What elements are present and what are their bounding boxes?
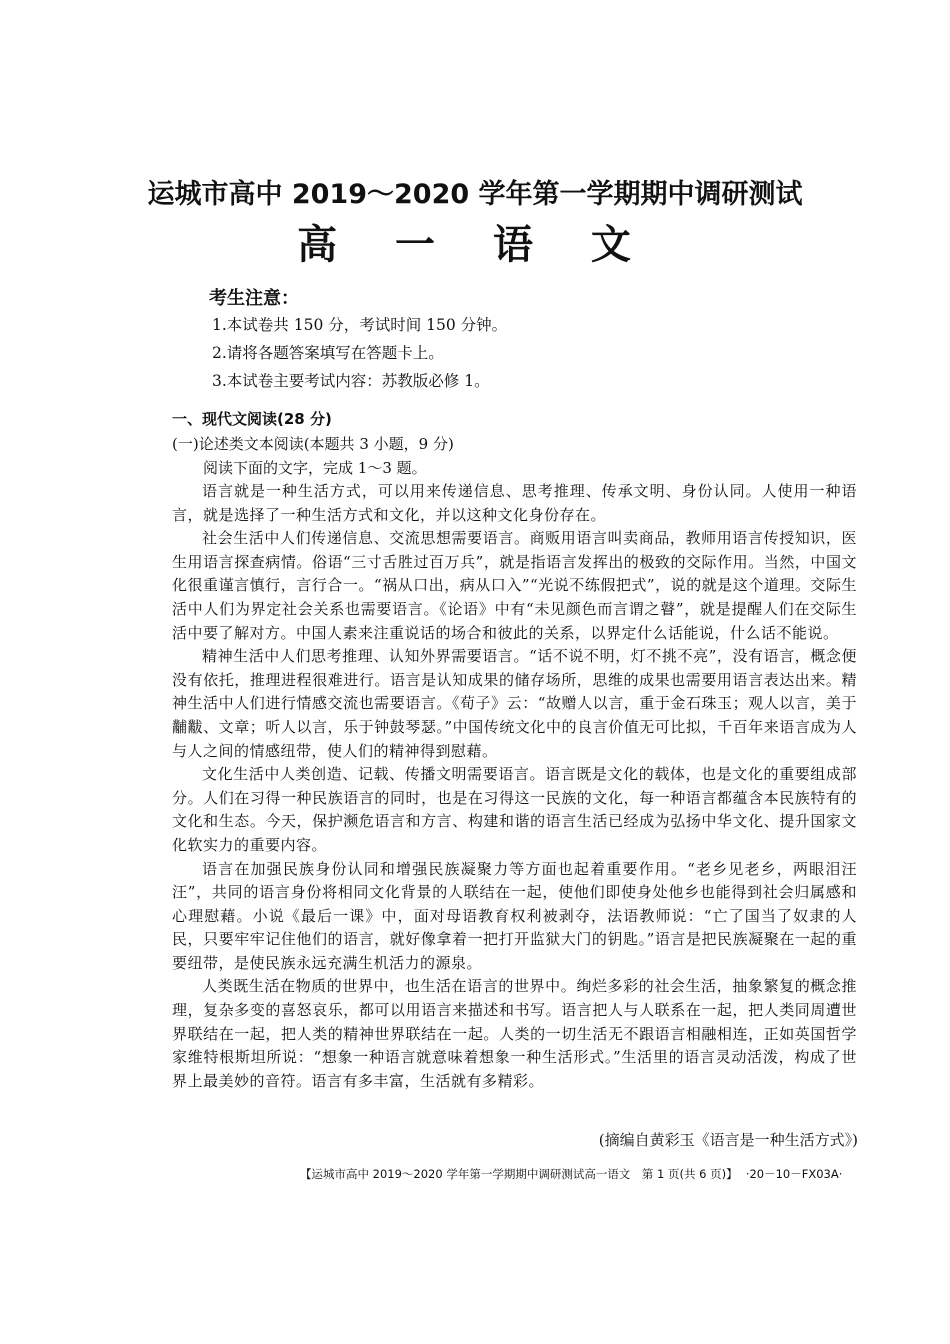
- reading-instruction: 阅读下面的文字，完成 1～3 题。: [203, 459, 427, 477]
- notice-item: 1.本试卷共 150 分，考试时间 150 分钟。: [212, 316, 508, 334]
- reading-passage: [172, 480, 857, 1093]
- passage-paragraph: 文化生活中人类创造、记载、传播文明需要语言。语言既是文化的载体，也是文化的重要组成部分。人们在习得一种民族语言的同时，也是在习得这一民族的文化，每一种语言都蕴含本民族特有的文化和生态。今天，保护濒危语言和方言、构建和谐的语言生活已经成为弘扬中华文化、提升国家文化软实力的重要内容。: [172, 765, 857, 854]
- passage-paragraph: 人类既生活在物质的世界中，也生活在语言的世界中。绚烂多彩的社会生活，抽象繁复的概念推理，复杂多变的喜怒哀乐，都可以用语言来描述和书写。语言把人与人联系在一起，把人类同周遭世界联结在一起，把人类的精神世界联结在一起。人类的一切生活无不跟语言相融相连，正如英国哲学家维特根斯坦所说：“想象一种语言就意味着想象一种生活形式。”生活里的语言灵动活泼，构成了世界上最美妙的音符。语言有多丰富，生活就有多精彩。: [172, 977, 857, 1090]
- exam-title: 运城市高中 2019～2020 学年第一学期期中调研测试: [147, 179, 803, 210]
- notice-heading: 考生注意：: [209, 288, 299, 309]
- passage-source: (摘编自黄彩玉《语言是一种生活方式》): [598, 1131, 858, 1149]
- notice-item: 2.请将各题答案填写在答题卡上。: [212, 344, 444, 362]
- passage-paragraph: 语言就是一种生活方式，可以用来传递信息、思考推理、传承文明、身份认同。人使用一种语言，就是选择了一种生活方式和文化，并以这种文化身份存在。: [172, 482, 857, 524]
- notice-list: [212, 311, 507, 395]
- notice-item: 3.本试卷主要考试内容：苏教版必修 1。: [212, 372, 490, 390]
- subject-title: 高 一 语 文: [297, 222, 653, 268]
- subsection-title: (一)论述类文本阅读(本题共 3 小题，9 分): [172, 435, 454, 453]
- footer-text: 【运城市高中 2019～2020 学年第一学期期中调研测试高一语文 第 1 页(共 6 页)】: [300, 1167, 732, 1181]
- passage-paragraph: 社会生活中人们传递信息、交流思想需要语言。商贩用语言叫卖商品，教师用语言传授知识，医生用语言探查病情。俗语“三寸舌胜过百万兵”，就是指语言发挥出的极致的交际作用。当然，中国文化很重谨言慎行，言行合一。“祸从口出，病从口入”“光说不练假把式”，说的就是这个道理。交际生活中人们为界定社会关系也需要语言。《论语》中有“未见颜色而言谓之瞽”，就是提醒人们在交际生活中要了解对方。中国人素来注重说话的场合和彼此的关系，以界定什么话能说，什么话不能说。: [172, 529, 857, 642]
- passage-paragraph: 语言在加强民族身份认同和增强民族凝聚力等方面也起着重要作用。“老乡见老乡，两眼泪汪汪”，共同的语言身份将相同文化背景的人联结在一起，使他们即使身处他乡也能得到社会归属感和心理慰藉。小说《最后一课》中，面对母语教育权利被剥夺，法语教师说：“亡了国当了奴隶的人民，只要牢牢记住他们的语言，就好像拿着一把打开监狱大门的钥匙。”语言是把民族凝聚在一起的重要纽带，是使民族永远充满生机活力的源泉。: [172, 859, 857, 972]
- footer-code: ·20－10－FX03A·: [745, 1167, 843, 1181]
- section-title: 一、现代文阅读(28 分): [172, 410, 332, 428]
- page-footer: [300, 1166, 842, 1182]
- passage-paragraph: 精神生活中人们思考推理、认知外界需要语言。“话不说不明，灯不挑不亮”，没有语言，概念便没有依托，推理进程很难进行。语言是认知成果的储存场所，思维的成果也需要用语言表达出来。精神生活中人们进行情感交流也需要语言。《荀子》云：“故赠人以言，重于金石珠玉；观人以言，美于黼黻、文章；听人以言，乐于钟鼓琴瑟。”中国传统文化中的良言价值无可比拟，千百年来语言成为人与人之间的情感纽带，使人们的精神得到慰藉。: [172, 647, 857, 760]
